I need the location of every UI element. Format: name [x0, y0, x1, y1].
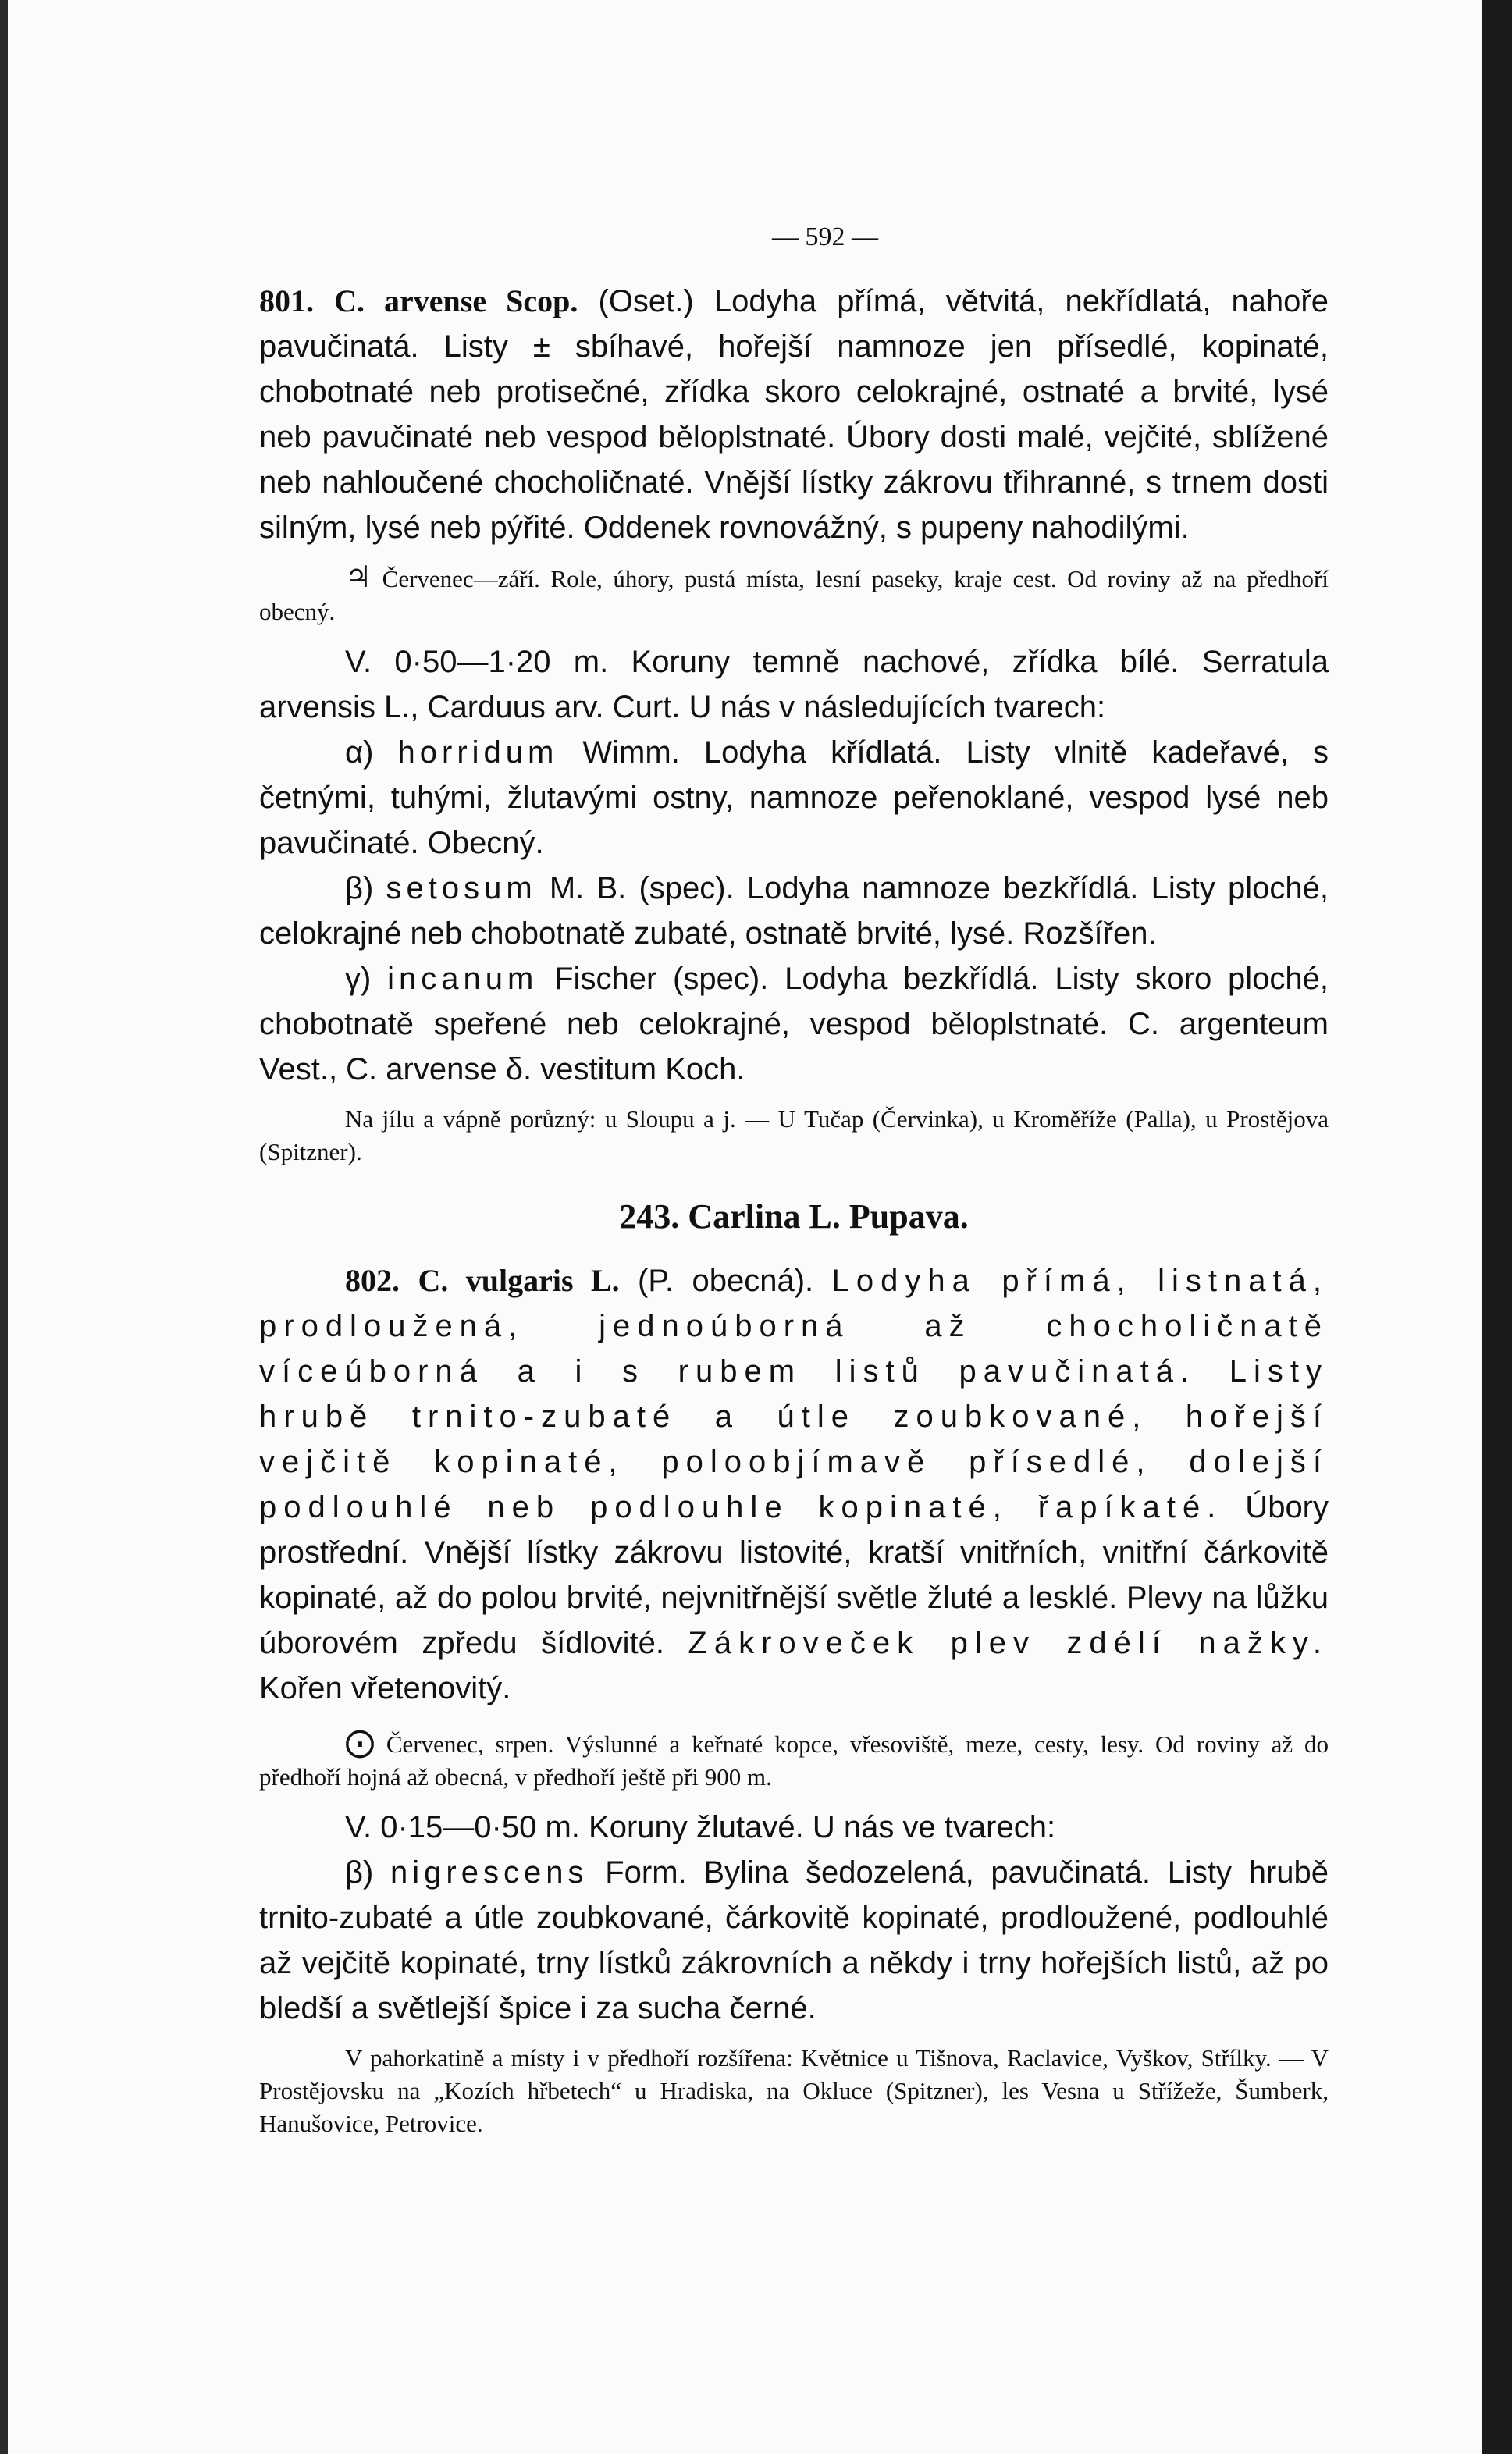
- form-name-nigrescens: nigrescens: [390, 1855, 589, 1890]
- entry-801-form-alpha: α) horridum Wimm. Lodyha křídlatá. Listy vlnitě kadeřavé, s četnými, tuhými, žlutavými ostny, namnoze peřenoklané, vespod lysé neb pavučinaté. Obecný.: [259, 735, 1329, 860]
- entry-802-description: 802. C. vulgaris L. (P. obecná). Lodyha přímá, listnatá, prodloužená, jednoúborná až chocholičnatě víceúborná a i s rubem listů pavučinatá. Listy hrubě trnito-zubaté a útle zoubkované, hořejší vejčitě kopinaté, poloobjímavě přísedlé, dolejší podlouhlé neb podlouhle kopinaté, řapíkaté. Úbory prostřední. Vnější lístky zákrovu listovité, kratší vnitřních, vnitřní čárkovitě kopinaté, až do polou brvité, nejvnitřnější světle žluté a lesklé. Plevy na lůžku úborovém zpředu šídlovité. Zákroveček plev zdélí nažky. Kořen vřetenovitý.: [259, 1263, 1329, 1705]
- entry-802-number: 802.: [345, 1263, 400, 1298]
- genus-heading: 243. Carlina L. Pupava.: [619, 1197, 969, 1236]
- form-name-incanum: incanum: [387, 962, 539, 996]
- page-number: — 592 —: [772, 222, 878, 251]
- entry-802-name: C. vulgaris L.: [418, 1263, 620, 1298]
- entry-801-description: 801. C. arvense Scop. (Oset.) Lodyha přímá, větvitá, nekřídlatá, nahoře pavučinatá. Listy ± sbíhavé, hořejší namnoze jen přísedlé, kopinaté, chobotnaté neb protisečné, zřídka skoro celokrajné, ostnaté a brvité, lysé neb pavučinaté neb vespod běloplstnaté. Úbory dosti malé, vejčité, sblížené neb nahloučené chocholičnaté. Vnější lístky zákrovu třihranné, s trnem dosti silným, lysé neb pýřité. Oddenek rovnovážný, s pupeny nahodilými.: [259, 283, 1329, 545]
- form-name-setosum: setosum: [386, 871, 537, 905]
- entry-802-form-beta: β) nigrescens Form. Bylina šedozelená, pavučinatá. Listy hrubě trnito-zubaté a útle zoubkované, čárkovitě kopinaté, prodloužené, podlouhlé až vejčitě kopinaté, trny lístků zákrovních a někdy i trny hořejších listů, až po bledší a světlejší špice i za sucha černé.: [259, 1855, 1329, 2025]
- page-text: [259, 222, 1329, 2140]
- entry-802-locality: V pahorkatině a místy i v předhoří rozšířena: Květnice u Tišnova, Raclavice, Vyškov, Střílky. — V Prostějovsku na „Kozích hřbetech“ u Hradiska, na Okluce (Spitzner), les Vesna u Střížeže, Šumberk, Hanušovice, Petrovice.: [259, 2044, 1329, 2137]
- entry-801-habitat: ♃ Červenec—září. Role, úhory, pustá místa, lesní paseky, kraje cest. Od roviny až na předhoří obecný.: [259, 561, 1329, 625]
- entry-801-locality: Na jílu a vápně porůzný: u Sloupu a j. — U Tučap (Červinka), u Kroměříže (Palla), u Prostějova (Spitzner).: [259, 1105, 1329, 1165]
- entry-801-form-gamma: γ) incanum Fischer (spec). Lodyha bezkřídlá. Listy skoro ploché, chobotnatě speřené neb celokrajné, vespod běloplstnaté. C. argenteum Vest., C. arvense δ. vestitum Koch.: [259, 962, 1329, 1087]
- biennial-symbol-icon: ⨀: [345, 1727, 375, 1759]
- entry-801-name: C. arvense Scop.: [334, 283, 578, 318]
- entry-801-variability: V. 0·50—1·20 m. Koruny temně nachové, zřídka bílé. Serratula arvensis L., Carduus arv. Curt. U nás v následujících tvarech:: [259, 645, 1329, 724]
- form-name-horridum: horridum: [397, 735, 559, 770]
- perennial-symbol-icon: ♃: [345, 561, 372, 594]
- entry-802-variability: V. 0·15—0·50 m. Koruny žlutavé. U nás ve tvarech:: [345, 1810, 1056, 1844]
- entry-801-number: 801.: [259, 283, 314, 318]
- entry-801-form-beta: β) setosum M. B. (spec). Lodyha namnoze bezkřídlá. Listy ploché, celokrajné neb chobotnatě zubaté, ostnatě brvité, lysé. Rozšířen.: [259, 871, 1329, 951]
- entry-802-habitat: ⨀ Červenec, srpen. Výslunné a keřnaté kopce, vřesoviště, meze, cesty, lesy. Od roviny až do předhoří hojná až obecná, v předhoří ještě při 900 m.: [259, 1727, 1329, 1791]
